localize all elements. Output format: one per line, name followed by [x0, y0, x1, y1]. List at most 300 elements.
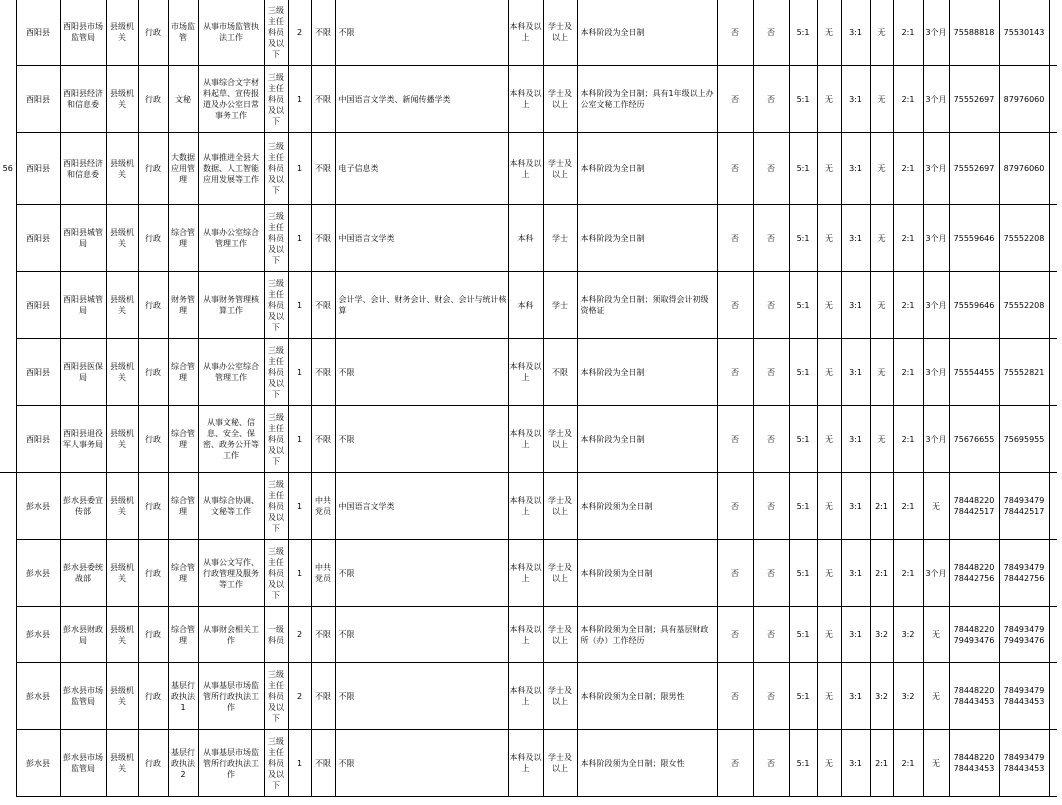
unit-cell: 酉阳县退役军人事务局 — [60, 406, 106, 473]
ratio3-cell: 3:1 — [841, 66, 870, 133]
phone2-cell: 87976060 — [999, 66, 1049, 133]
position-cell: 综合管理 — [168, 473, 198, 540]
duties-cell: 从事市场监管执法工作 — [198, 0, 264, 66]
sequence-cell: 56 — [0, 133, 16, 205]
nature-cell: 行政 — [138, 205, 168, 272]
ratio3-cell: 3:1 — [841, 272, 870, 339]
education-cell: 本科及以上 — [508, 663, 543, 730]
count-cell: 1 — [288, 473, 311, 540]
duties-cell: 从事推进全县大数据、人工智能应用发展等工作 — [198, 133, 264, 205]
ratio2-cell: 无 — [817, 339, 841, 406]
grassroots-cell: 否 — [717, 406, 753, 473]
ratio1-cell: 5:1 — [789, 607, 817, 663]
unit-cell: 彭水县市场监管局 — [60, 663, 106, 730]
unit-cell: 酉阳县经济和信息委 — [60, 133, 106, 205]
county-cell: 彭水县 — [16, 540, 60, 607]
ratio4-cell: 2:1 — [870, 730, 893, 797]
ratio4-cell: 3:2 — [870, 607, 893, 663]
ratio5-cell: 2:1 — [893, 406, 923, 473]
degree-cell: 不限 — [543, 339, 577, 406]
major-cell: 不限 — [335, 607, 508, 663]
politics-cell: 不限 — [311, 663, 335, 730]
ratio2-cell: 无 — [817, 0, 841, 66]
ratio2-cell: 无 — [817, 473, 841, 540]
politics-cell: 不限 — [311, 205, 335, 272]
phone2-cell: 78493479 78443453 — [999, 663, 1049, 730]
ratio5-cell: 2:1 — [893, 133, 923, 205]
phone2-cell: 75552821 — [999, 339, 1049, 406]
major-cell: 中国语言文学类 — [335, 473, 508, 540]
trailing-cell — [1049, 66, 1057, 133]
count-cell: 1 — [288, 205, 311, 272]
nature-cell: 行政 — [138, 406, 168, 473]
sequence-cell — [0, 473, 16, 540]
other-requirements-cell: 本科阶段为全日制 — [577, 406, 717, 473]
phone1-cell: 78448220 78442517 — [949, 473, 999, 540]
probation-cell: 3个月 — [923, 540, 949, 607]
major-cell: 电子信息类 — [335, 133, 508, 205]
other-requirements-cell: 本科阶段为全日制 — [577, 205, 717, 272]
experience-cell: 否 — [753, 0, 789, 66]
trailing-cell — [1049, 540, 1057, 607]
degree-cell: 学士及以上 — [543, 540, 577, 607]
table-row — [0, 473, 1057, 540]
ratio1-cell: 5:1 — [789, 406, 817, 473]
ratio2-cell: 无 — [817, 272, 841, 339]
grassroots-cell: 否 — [717, 205, 753, 272]
degree-cell: 学士及以上 — [543, 663, 577, 730]
ratio1-cell: 5:1 — [789, 473, 817, 540]
experience-cell: 否 — [753, 730, 789, 797]
degree-cell: 学士及以上 — [543, 730, 577, 797]
duties-cell: 从事基层市场监管所行政执法工作 — [198, 730, 264, 797]
education-cell: 本科 — [508, 205, 543, 272]
rank-cell: 三级主任科员及以下 — [264, 339, 288, 406]
level-cell: 县级机关 — [106, 473, 138, 540]
phone1-cell: 75559646 — [949, 205, 999, 272]
grassroots-cell: 否 — [717, 607, 753, 663]
ratio1-cell: 5:1 — [789, 133, 817, 205]
grassroots-cell: 否 — [717, 66, 753, 133]
politics-cell: 不限 — [311, 339, 335, 406]
phone2-cell: 75695955 — [999, 406, 1049, 473]
politics-cell: 不限 — [311, 0, 335, 66]
grassroots-cell: 否 — [717, 272, 753, 339]
ratio3-cell: 3:1 — [841, 133, 870, 205]
table-row — [0, 133, 1057, 205]
level-cell: 县级机关 — [106, 205, 138, 272]
phone1-cell: 75552697 — [949, 66, 999, 133]
county-cell: 酉阳县 — [16, 272, 60, 339]
nature-cell: 行政 — [138, 133, 168, 205]
level-cell: 县级机关 — [106, 607, 138, 663]
level-cell: 县级机关 — [106, 0, 138, 66]
education-cell: 本科及以上 — [508, 730, 543, 797]
ratio1-cell: 5:1 — [789, 66, 817, 133]
duties-cell: 从事财会相关工作 — [198, 607, 264, 663]
sequence-cell — [0, 0, 16, 66]
rank-cell: 三级主任科员及以下 — [264, 663, 288, 730]
duties-cell: 从事公文写作、行政管理及服务等工作 — [198, 540, 264, 607]
position-cell: 综合管理 — [168, 607, 198, 663]
nature-cell: 行政 — [138, 540, 168, 607]
education-cell: 本科及以上 — [508, 473, 543, 540]
major-cell: 不限 — [335, 0, 508, 66]
education-cell: 本科及以上 — [508, 133, 543, 205]
count-cell: 2 — [288, 0, 311, 66]
ratio4-cell: 2:1 — [870, 473, 893, 540]
duties-cell: 从事基层市场监管所行政执法工作 — [198, 663, 264, 730]
table-row — [0, 205, 1057, 272]
duties-cell: 从事办公室综合管理工作 — [198, 205, 264, 272]
politics-cell: 不限 — [311, 272, 335, 339]
table-row — [0, 0, 1057, 66]
politics-cell: 中共党员 — [311, 473, 335, 540]
other-requirements-cell: 本科阶段须为全日制 — [577, 540, 717, 607]
count-cell: 1 — [288, 406, 311, 473]
other-requirements-cell: 本科阶段为全日制 — [577, 339, 717, 406]
major-cell: 不限 — [335, 663, 508, 730]
ratio4-cell: 无 — [870, 205, 893, 272]
other-requirements-cell: 本科阶段须为全日制；限女性 — [577, 730, 717, 797]
ratio5-cell: 2:1 — [893, 339, 923, 406]
table-row — [0, 663, 1057, 730]
sequence-cell — [0, 272, 16, 339]
grassroots-cell: 否 — [717, 663, 753, 730]
degree-cell: 学士及以上 — [543, 406, 577, 473]
trailing-cell — [1049, 272, 1057, 339]
degree-cell: 学士及以上 — [543, 133, 577, 205]
level-cell: 县级机关 — [106, 540, 138, 607]
education-cell: 本科及以上 — [508, 607, 543, 663]
ratio2-cell: 无 — [817, 66, 841, 133]
position-cell: 综合管理 — [168, 406, 198, 473]
other-requirements-cell: 本科阶段须为全日制；具有基层财政所（办）工作经历 — [577, 607, 717, 663]
count-cell: 1 — [288, 272, 311, 339]
phone1-cell: 75554455 — [949, 339, 999, 406]
rank-cell: 三级主任科员及以下 — [264, 66, 288, 133]
phone2-cell: 78493479 78442517 — [999, 473, 1049, 540]
degree-cell: 学士及以上 — [543, 0, 577, 66]
probation-cell: 3个月 — [923, 406, 949, 473]
grassroots-cell: 否 — [717, 473, 753, 540]
unit-cell: 酉阳县城管局 — [60, 272, 106, 339]
nature-cell: 行政 — [138, 473, 168, 540]
sequence-cell — [0, 339, 16, 406]
trailing-cell — [1049, 473, 1057, 540]
grassroots-cell: 否 — [717, 730, 753, 797]
nature-cell: 行政 — [138, 272, 168, 339]
rank-cell: 三级主任科员及以下 — [264, 205, 288, 272]
ratio3-cell: 3:1 — [841, 205, 870, 272]
phone2-cell: 75530143 — [999, 0, 1049, 66]
rank-cell: 三级主任科员及以下 — [264, 730, 288, 797]
trailing-cell — [1049, 339, 1057, 406]
ratio4-cell: 无 — [870, 406, 893, 473]
ratio3-cell: 3:1 — [841, 663, 870, 730]
ratio2-cell: 无 — [817, 133, 841, 205]
position-cell: 市场监管 — [168, 0, 198, 66]
trailing-cell — [1049, 0, 1057, 66]
phone2-cell: 87976060 — [999, 133, 1049, 205]
phone2-cell: 78493479 78442756 — [999, 540, 1049, 607]
ratio1-cell: 5:1 — [789, 663, 817, 730]
nature-cell: 行政 — [138, 66, 168, 133]
trailing-cell — [1049, 607, 1057, 663]
probation-cell: 3个月 — [923, 133, 949, 205]
education-cell: 本科及以上 — [508, 66, 543, 133]
position-cell: 大数据应用管理 — [168, 133, 198, 205]
unit-cell: 酉阳县医保局 — [60, 339, 106, 406]
probation-cell: 3个月 — [923, 339, 949, 406]
count-cell: 2 — [288, 607, 311, 663]
count-cell: 1 — [288, 66, 311, 133]
ratio2-cell: 无 — [817, 663, 841, 730]
duties-cell: 从事文秘、信息、安全、保密、政务公开等工作 — [198, 406, 264, 473]
level-cell: 县级机关 — [106, 730, 138, 797]
position-cell: 文秘 — [168, 66, 198, 133]
education-cell: 本科 — [508, 272, 543, 339]
nature-cell: 行政 — [138, 339, 168, 406]
sequence-cell — [0, 66, 16, 133]
probation-cell: 无 — [923, 663, 949, 730]
nature-cell: 行政 — [138, 607, 168, 663]
politics-cell: 不限 — [311, 66, 335, 133]
ratio2-cell: 无 — [817, 540, 841, 607]
phone1-cell: 75552697 — [949, 133, 999, 205]
ratio5-cell: 2:1 — [893, 272, 923, 339]
probation-cell: 3个月 — [923, 205, 949, 272]
probation-cell: 无 — [923, 607, 949, 663]
unit-cell: 彭水县委宣传部 — [60, 473, 106, 540]
ratio4-cell: 无 — [870, 339, 893, 406]
rank-cell: 三级主任科员及以下 — [264, 272, 288, 339]
sequence-cell — [0, 730, 16, 797]
degree-cell: 学士及以上 — [543, 607, 577, 663]
other-requirements-cell: 本科阶段为全日制；须取得会计初级资格证 — [577, 272, 717, 339]
count-cell: 1 — [288, 339, 311, 406]
duties-cell: 从事综合文字材料起草、宣传报道及办公室日常事务工作 — [198, 66, 264, 133]
ratio4-cell: 3:2 — [870, 663, 893, 730]
other-requirements-cell: 本科阶段为全日制；具有1年级以上办公室文秘工作经历 — [577, 66, 717, 133]
nature-cell: 行政 — [138, 0, 168, 66]
position-cell: 基层行政执法1 — [168, 663, 198, 730]
position-cell: 综合管理 — [168, 339, 198, 406]
count-cell: 1 — [288, 133, 311, 205]
nature-cell: 行政 — [138, 730, 168, 797]
table-row — [0, 540, 1057, 607]
level-cell: 县级机关 — [106, 339, 138, 406]
position-cell: 综合管理 — [168, 205, 198, 272]
grassroots-cell: 否 — [717, 133, 753, 205]
politics-cell: 不限 — [311, 730, 335, 797]
ratio1-cell: 5:1 — [789, 540, 817, 607]
ratio3-cell: 3:1 — [841, 730, 870, 797]
county-cell: 酉阳县 — [16, 66, 60, 133]
ratio2-cell: 无 — [817, 730, 841, 797]
experience-cell: 否 — [753, 607, 789, 663]
position-cell: 基层行政执法2 — [168, 730, 198, 797]
unit-cell: 酉阳县市场监管局 — [60, 0, 106, 66]
ratio4-cell: 无 — [870, 272, 893, 339]
ratio5-cell: 2:1 — [893, 205, 923, 272]
ratio1-cell: 5:1 — [789, 0, 817, 66]
unit-cell: 酉阳县经济和信息委 — [60, 66, 106, 133]
rank-cell: 三级主任科员及以下 — [264, 133, 288, 205]
phone1-cell: 78448220 79493476 — [949, 607, 999, 663]
table-row — [0, 406, 1057, 473]
ratio2-cell: 无 — [817, 406, 841, 473]
county-cell: 酉阳县 — [16, 205, 60, 272]
probation-cell: 无 — [923, 730, 949, 797]
rank-cell: 三级主任科员及以下 — [264, 0, 288, 66]
politics-cell: 不限 — [311, 133, 335, 205]
major-cell: 中国语言文学类、新闻传播学类 — [335, 66, 508, 133]
county-cell: 酉阳县 — [16, 339, 60, 406]
politics-cell: 中共党员 — [311, 540, 335, 607]
major-cell: 会计学、会计、财务会计、财会、会计与统计核算 — [335, 272, 508, 339]
level-cell: 县级机关 — [106, 406, 138, 473]
ratio5-cell: 2:1 — [893, 66, 923, 133]
probation-cell: 3个月 — [923, 66, 949, 133]
unit-cell: 彭水县市场监管局 — [60, 730, 106, 797]
major-cell: 不限 — [335, 730, 508, 797]
education-cell: 本科及以上 — [508, 339, 543, 406]
table-row — [0, 339, 1057, 406]
rank-cell: 三级主任科员及以下 — [264, 473, 288, 540]
ratio5-cell: 3:2 — [893, 663, 923, 730]
other-requirements-cell: 本科阶段为全日制 — [577, 0, 717, 66]
probation-cell: 3个月 — [923, 272, 949, 339]
degree-cell: 学士及以上 — [543, 66, 577, 133]
sequence-cell — [0, 607, 16, 663]
experience-cell: 否 — [753, 663, 789, 730]
level-cell: 县级机关 — [106, 272, 138, 339]
grassroots-cell: 否 — [717, 339, 753, 406]
phone1-cell: 78448220 78442756 — [949, 540, 999, 607]
sequence-cell — [0, 540, 16, 607]
unit-cell: 酉阳县城管局 — [60, 205, 106, 272]
other-requirements-cell: 本科阶段须为全日制；限男性 — [577, 663, 717, 730]
trailing-cell — [1049, 406, 1057, 473]
experience-cell: 否 — [753, 406, 789, 473]
trailing-cell — [1049, 730, 1057, 797]
ratio3-cell: 3:1 — [841, 473, 870, 540]
ratio4-cell: 无 — [870, 0, 893, 66]
ratio3-cell: 3:1 — [841, 0, 870, 66]
other-requirements-cell: 本科阶段为全日制 — [577, 133, 717, 205]
education-cell: 本科及以上 — [508, 406, 543, 473]
ratio3-cell: 3:1 — [841, 339, 870, 406]
phone1-cell: 75588818 — [949, 0, 999, 66]
experience-cell: 否 — [753, 66, 789, 133]
experience-cell: 否 — [753, 473, 789, 540]
ratio1-cell: 5:1 — [789, 272, 817, 339]
position-cell: 综合管理 — [168, 540, 198, 607]
politics-cell: 不限 — [311, 406, 335, 473]
nature-cell: 行政 — [138, 663, 168, 730]
phone2-cell: 75552208 — [999, 205, 1049, 272]
experience-cell: 否 — [753, 540, 789, 607]
ratio5-cell: 2:1 — [893, 0, 923, 66]
ratio2-cell: 无 — [817, 607, 841, 663]
level-cell: 县级机关 — [106, 66, 138, 133]
ratio5-cell: 2:1 — [893, 473, 923, 540]
ratio1-cell: 5:1 — [789, 730, 817, 797]
ratio1-cell: 5:1 — [789, 339, 817, 406]
ratio4-cell: 无 — [870, 66, 893, 133]
duties-cell: 从事财务管理核算工作 — [198, 272, 264, 339]
grassroots-cell: 否 — [717, 540, 753, 607]
ratio5-cell: 2:1 — [893, 540, 923, 607]
ratio3-cell: 3:1 — [841, 406, 870, 473]
duties-cell: 从事办公室综合管理工作 — [198, 339, 264, 406]
unit-cell: 彭水县委统战部 — [60, 540, 106, 607]
count-cell: 2 — [288, 663, 311, 730]
phone1-cell: 75559646 — [949, 272, 999, 339]
rank-cell: 三级主任科员及以下 — [264, 540, 288, 607]
position-cell: 财务管理 — [168, 272, 198, 339]
count-cell: 1 — [288, 730, 311, 797]
county-cell: 彭水县 — [16, 607, 60, 663]
table-row — [0, 730, 1057, 797]
county-cell: 彭水县 — [16, 663, 60, 730]
experience-cell: 否 — [753, 339, 789, 406]
ratio4-cell: 无 — [870, 133, 893, 205]
county-cell: 酉阳县 — [16, 133, 60, 205]
ratio3-cell: 3:1 — [841, 540, 870, 607]
probation-cell: 无 — [923, 473, 949, 540]
table-row — [0, 66, 1057, 133]
phone1-cell: 78448220 78443453 — [949, 730, 999, 797]
ratio5-cell: 2:1 — [893, 730, 923, 797]
experience-cell: 否 — [753, 205, 789, 272]
probation-cell: 3个月 — [923, 0, 949, 66]
county-cell: 彭水县 — [16, 730, 60, 797]
ratio1-cell: 5:1 — [789, 205, 817, 272]
degree-cell: 学士及以上 — [543, 473, 577, 540]
level-cell: 县级机关 — [106, 133, 138, 205]
major-cell: 不限 — [335, 540, 508, 607]
sequence-cell — [0, 663, 16, 730]
duties-cell: 从事综合协调、文秘等工作 — [198, 473, 264, 540]
count-cell: 1 — [288, 540, 311, 607]
education-cell: 本科及以上 — [508, 540, 543, 607]
county-cell: 酉阳县 — [16, 406, 60, 473]
phone1-cell: 75676655 — [949, 406, 999, 473]
sequence-cell — [0, 406, 16, 473]
ratio5-cell: 3:2 — [893, 607, 923, 663]
major-cell: 不限 — [335, 406, 508, 473]
phone1-cell: 78448220 78443453 — [949, 663, 999, 730]
table-row — [0, 272, 1057, 339]
county-cell: 彭水县 — [16, 473, 60, 540]
trailing-cell — [1049, 205, 1057, 272]
ratio4-cell: 2:1 — [870, 540, 893, 607]
experience-cell: 否 — [753, 272, 789, 339]
sequence-cell — [0, 205, 16, 272]
major-cell: 不限 — [335, 339, 508, 406]
county-cell: 酉阳县 — [16, 0, 60, 66]
grassroots-cell: 否 — [717, 0, 753, 66]
degree-cell: 学士 — [543, 272, 577, 339]
rank-cell: 三级主任科员及以下 — [264, 406, 288, 473]
phone2-cell: 78493479 78443453 — [999, 730, 1049, 797]
level-cell: 县级机关 — [106, 663, 138, 730]
experience-cell: 否 — [753, 133, 789, 205]
major-cell: 中国语言文学类 — [335, 205, 508, 272]
education-cell: 本科及以上 — [508, 0, 543, 66]
